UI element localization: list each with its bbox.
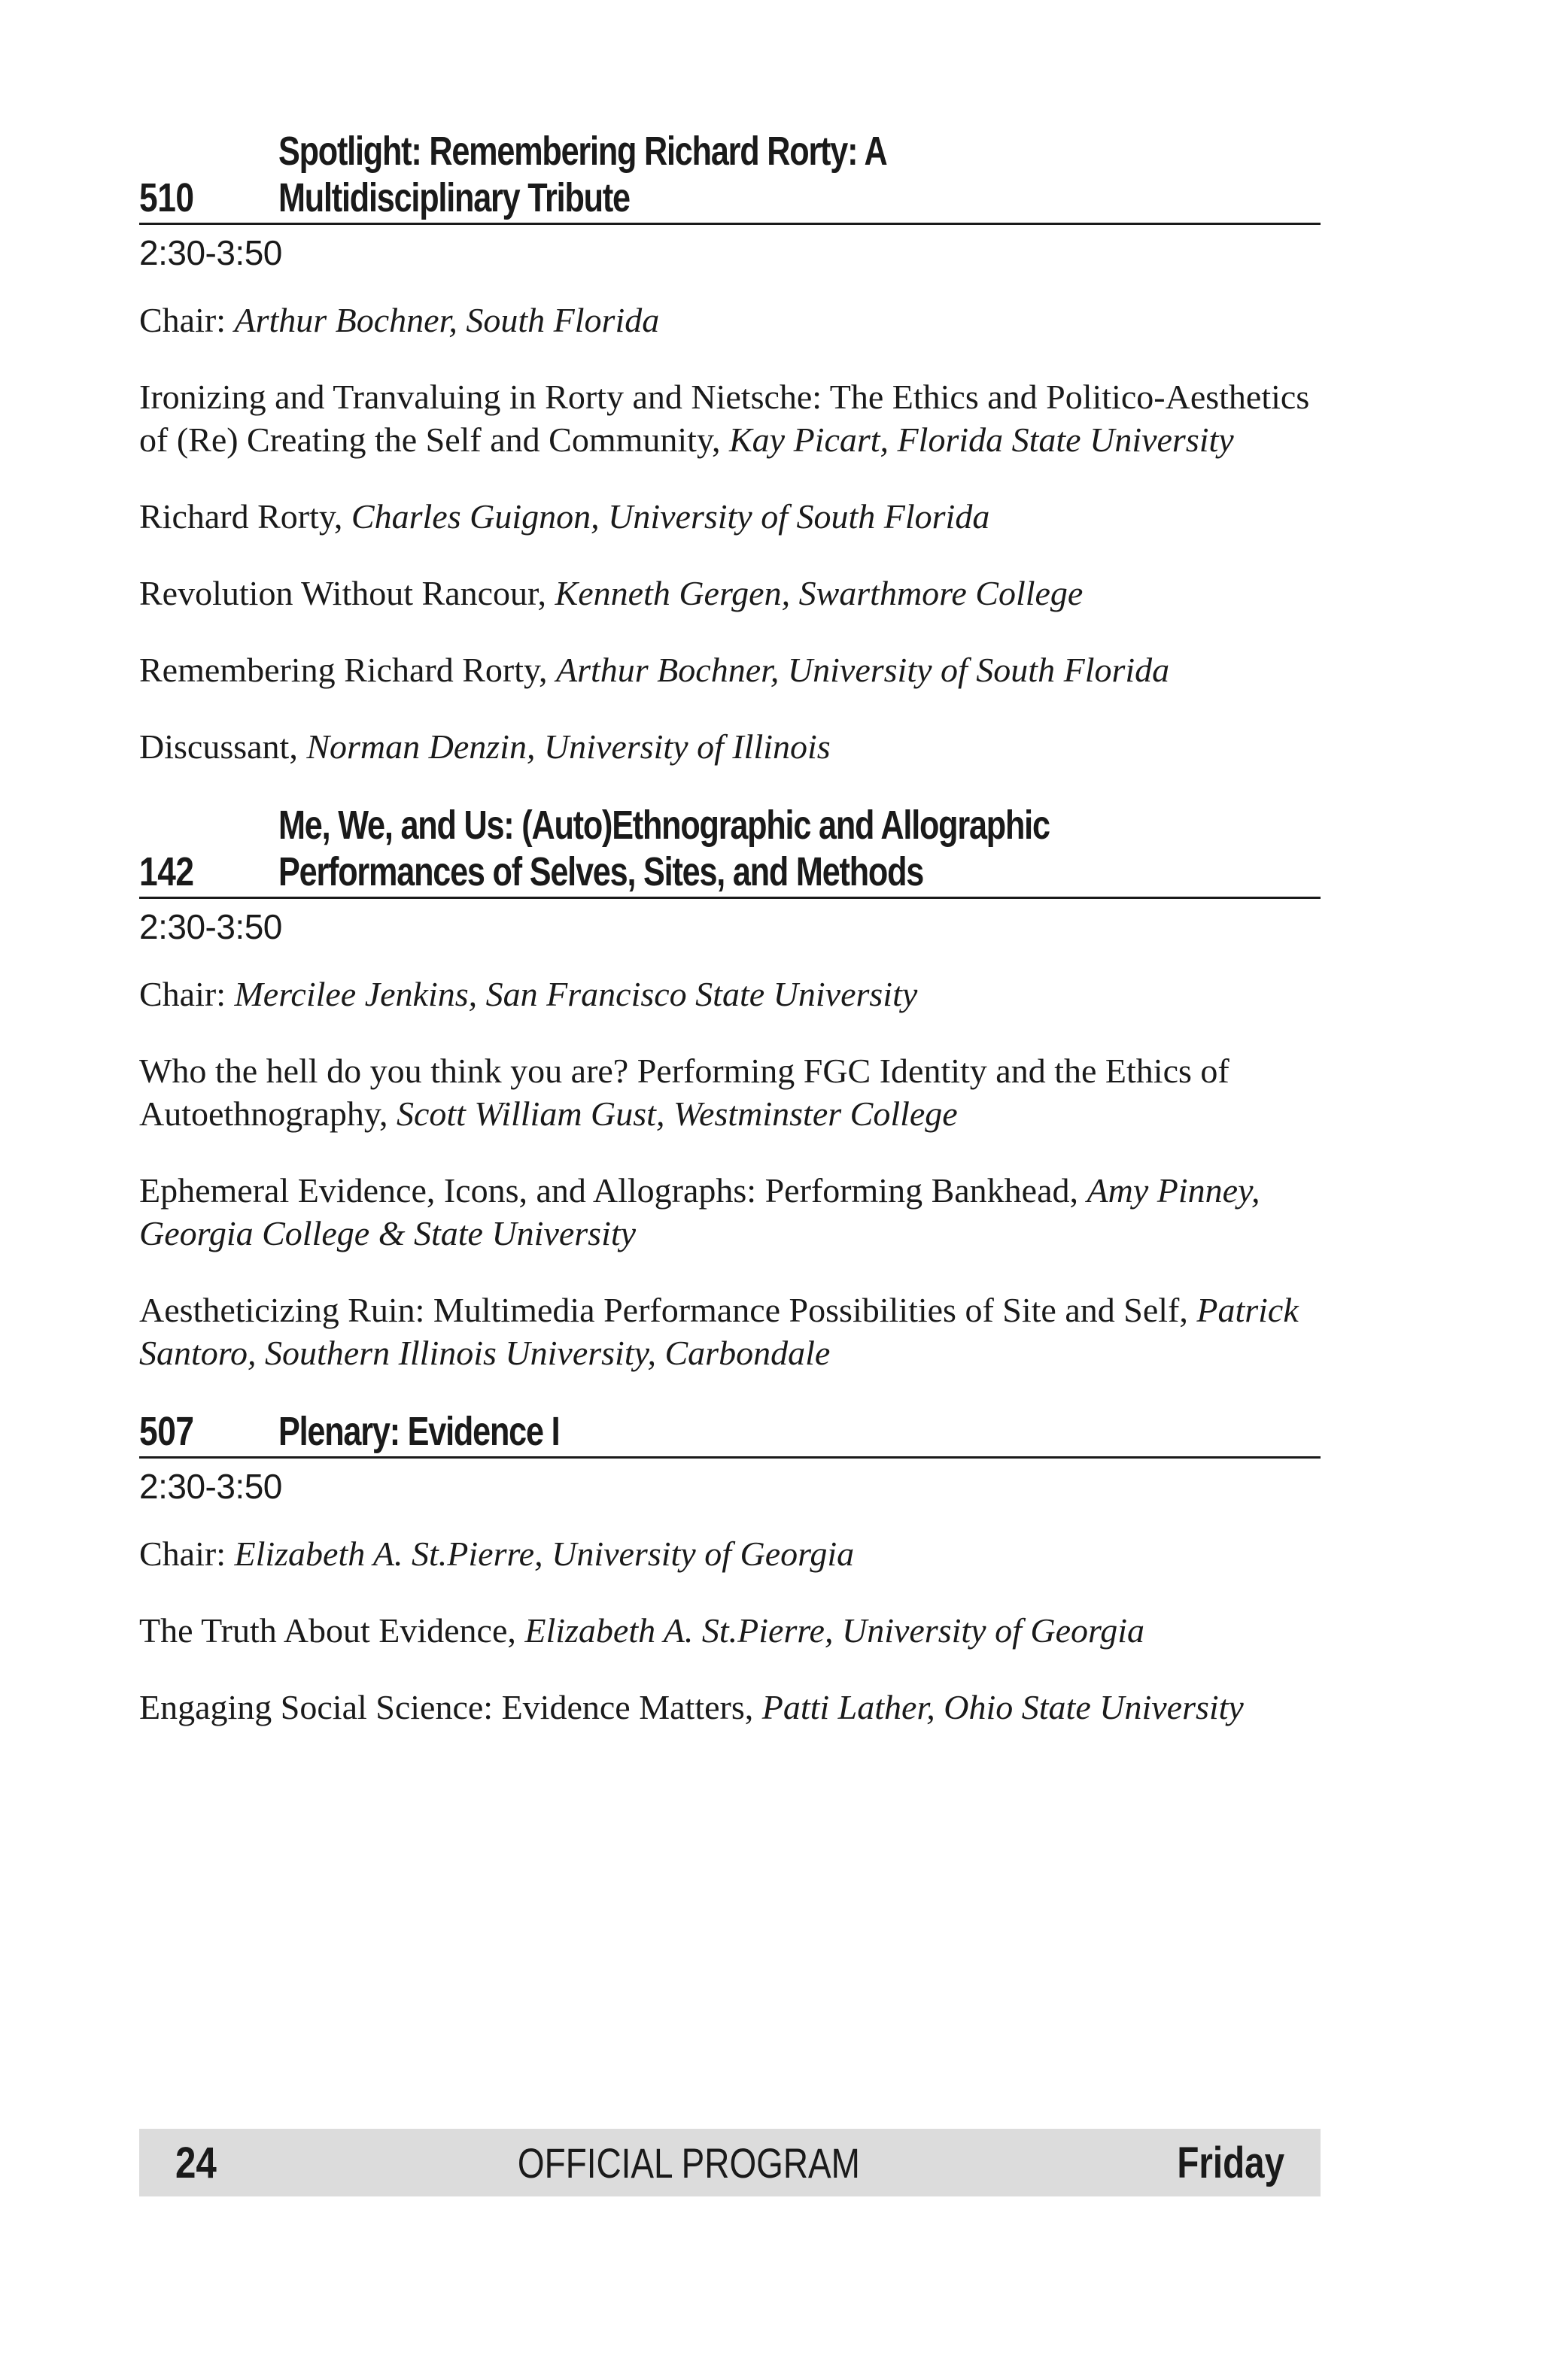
chair-label: Chair: — [139, 1535, 235, 1573]
paper-author: Patti Lather, Ohio State University — [761, 1688, 1244, 1726]
session-chair — [139, 973, 1321, 1015]
session-time: 2:30-3:50 — [139, 1467, 282, 1506]
session-title-line: Multidisciplinary Tribute — [278, 175, 630, 220]
paper-title: Richard Rorty, — [139, 497, 351, 536]
paper-title: Discussant, — [139, 727, 307, 766]
paper-author: Patrick Santoro, Southern Illinois University, Carbondale — [139, 1291, 1299, 1372]
paper-entry — [139, 1609, 1321, 1652]
session-header — [139, 128, 1321, 225]
paper-author: Arthur Bochner, University of South Florida — [556, 651, 1170, 689]
paper-title: Aestheticizing Ruin: Multimedia Performance Possibilities of Site and Self, — [139, 1291, 1197, 1329]
session-header — [139, 1408, 1321, 1459]
paper-title: Revolution Without Rancour, — [139, 574, 555, 612]
paper-entry — [139, 725, 1321, 768]
session-title — [278, 128, 1321, 221]
paper-title: Remembering Richard Rorty, — [139, 651, 556, 689]
chair-name: Arthur Bochner, South Florida — [234, 301, 660, 339]
paper-title: Ironizing and Tranvaluing in Rorty and Nietsche: The Ethics and Politico-Aesthetics of (Re) Creating the Self and Community, — [139, 378, 1310, 459]
program-page — [139, 128, 1321, 1762]
session-chair — [139, 1532, 1321, 1575]
chair-name: Elizabeth A. St.Pierre, University of Georgia — [234, 1535, 855, 1573]
session-room: 142 — [139, 849, 194, 894]
session-room: 510 — [139, 175, 194, 220]
paper-author: Elizabeth A. St.Pierre, University of Georgia — [524, 1611, 1144, 1650]
paper-entry — [139, 1686, 1321, 1729]
session-title-line: Me, We, and Us: (Auto)Ethnographic and Allographic — [278, 803, 1050, 848]
session-time: 2:30-3:50 — [139, 907, 282, 946]
paper-author: Kenneth Gergen, Swarthmore College — [555, 574, 1084, 612]
paper-author: Charles Guignon, University of South Florida — [351, 497, 990, 536]
session-room: 507 — [139, 1409, 194, 1454]
paper-entry — [139, 1049, 1321, 1135]
paper-title: The Truth About Evidence, — [139, 1611, 525, 1650]
session-title-line: Spotlight: Remembering Richard Rorty: A — [278, 129, 887, 174]
paper-entry — [139, 495, 1321, 538]
session-title-line: Performances of Selves, Sites, and Methods — [278, 849, 924, 894]
session-title-line: Plenary: Evidence I — [278, 1409, 560, 1454]
paper-entry — [139, 1289, 1321, 1374]
session-header — [139, 802, 1321, 899]
session-time: 2:30-3:50 — [139, 233, 282, 272]
footer-program-label: OFFICIAL PROGRAM — [517, 2139, 860, 2187]
session-title — [278, 1408, 1321, 1455]
paper-entry — [139, 1169, 1321, 1255]
page-footer — [139, 2129, 1321, 2196]
paper-title: Who the hell do you think you are? Performing FGC Identity and the Ethics of Autoethnography, — [139, 1052, 1229, 1133]
page-number: 24 — [175, 2138, 217, 2187]
chair-label: Chair: — [139, 975, 235, 1013]
chair-label: Chair: — [139, 301, 235, 339]
paper-title: Ephemeral Evidence, Icons, and Allographs: Performing Bankhead, — [139, 1171, 1087, 1210]
session — [139, 802, 1321, 1374]
paper-author: Scott William Gust, Westminster College — [396, 1094, 958, 1133]
session-chair — [139, 299, 1321, 342]
chair-name: Mercilee Jenkins, San Francisco State University — [234, 975, 918, 1013]
paper-title: Engaging Social Science: Evidence Matters, — [139, 1688, 762, 1726]
session — [139, 1408, 1321, 1729]
footer-day: Friday — [1177, 2138, 1284, 2187]
paper-entry — [139, 375, 1321, 461]
session — [139, 128, 1321, 768]
session-title — [278, 802, 1321, 895]
paper-author: Norman Denzin, University of Illinois — [306, 727, 831, 766]
paper-author: Amy Pinney, Georgia College & State University — [139, 1171, 1260, 1252]
paper-entry — [139, 572, 1321, 615]
paper-entry — [139, 648, 1321, 691]
paper-author: Kay Picart, Florida State University — [728, 420, 1234, 459]
